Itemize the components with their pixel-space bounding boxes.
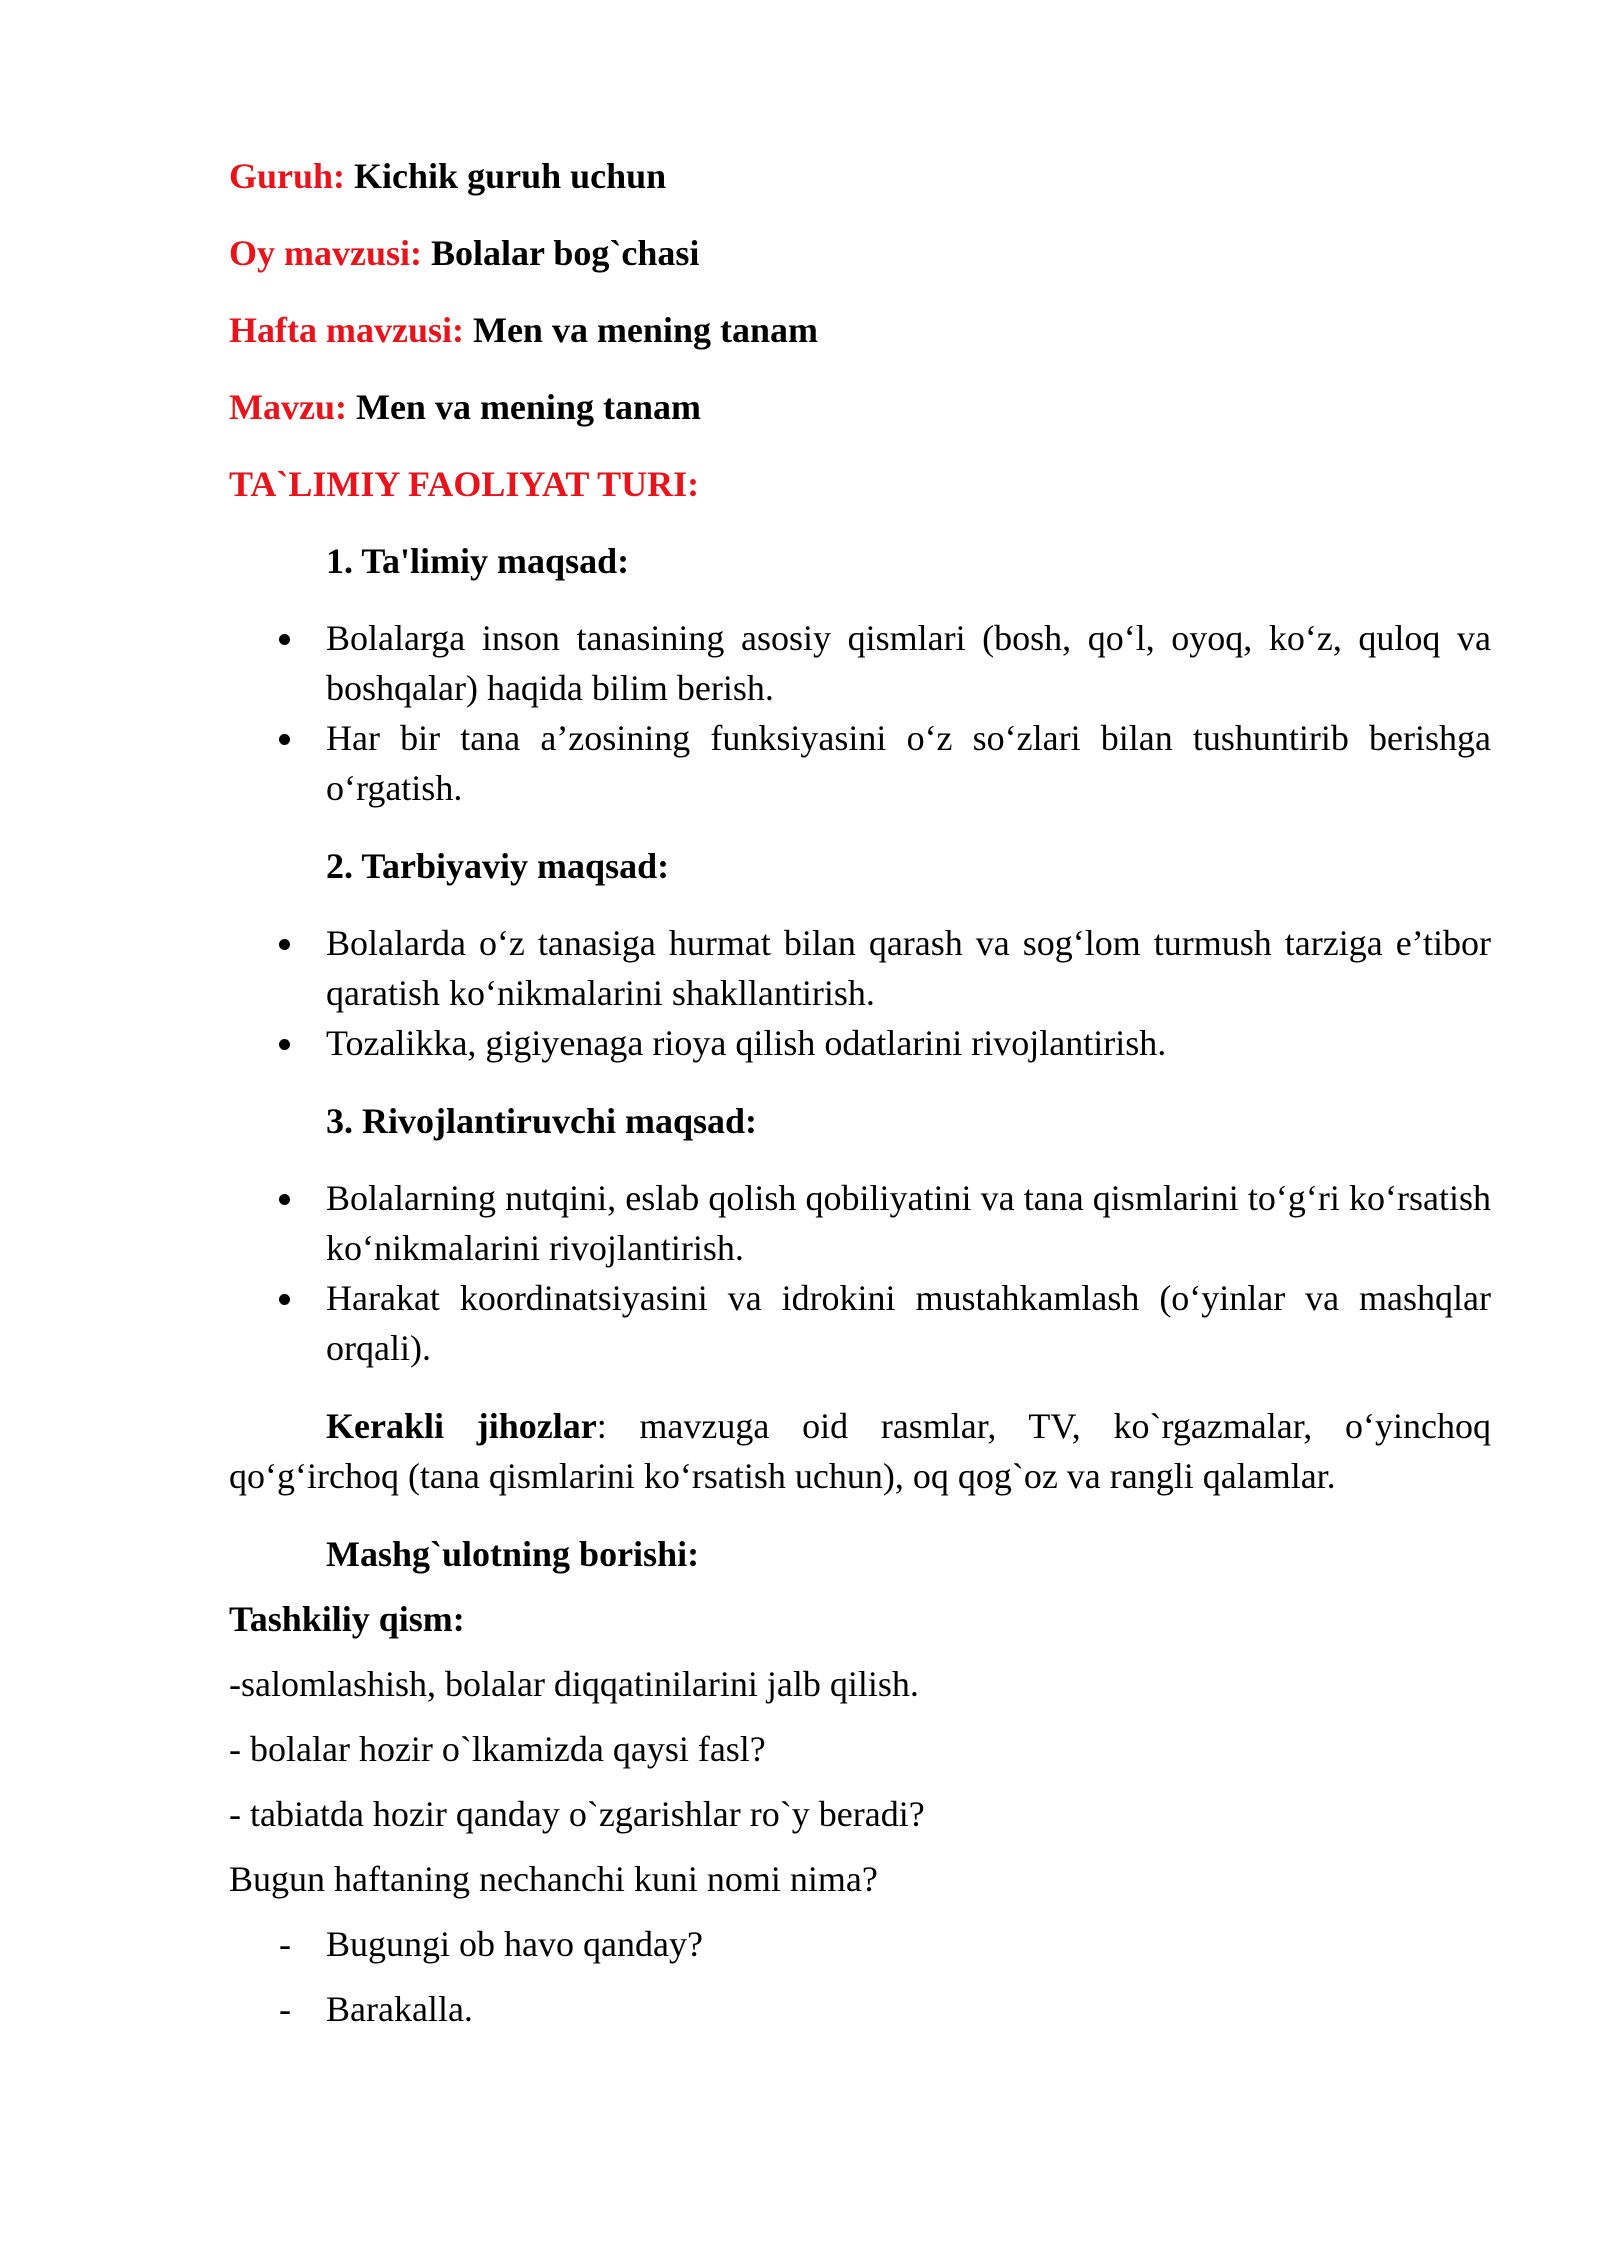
group-value: Kichik guruh uchun xyxy=(345,156,667,196)
week-topic-line xyxy=(229,305,818,355)
educational-goal-list xyxy=(229,613,1491,813)
bullet-icon xyxy=(279,634,290,645)
month-topic-line xyxy=(229,228,699,278)
upbringing-goal-list xyxy=(229,918,1491,1068)
procedure-line: -salomlashish, bolalar diqqatinilarini jalb qilish. xyxy=(229,1664,919,1704)
organizational-part-title: Tashkiliy qism: xyxy=(229,1599,465,1639)
procedure-line: Bugun haftaning nechanchi kuni nomi nima? xyxy=(229,1859,878,1899)
developmental-goal-list xyxy=(229,1173,1491,1373)
equipment-text: : mavzuga oid rasmlar, TV, ko`rgazmalar, o‘yinchoq qo‘g‘irchoq (tana qismlarini ko‘rsatish uchun), oq qog`oz va rangli qalamlar. xyxy=(229,1406,1491,1496)
list-item: Tozalikka, gigiyenaga rioya qilish odatlarini rivojlantirish. xyxy=(229,1018,1491,1068)
topic-value: Men va mening tanam xyxy=(346,387,701,427)
activity-type-heading: TA`LIMIY FAOLIYAT TURI: xyxy=(229,464,700,504)
dash-list-item: - Barakalla. xyxy=(279,1984,473,2034)
developmental-goal-title: 3. Rivojlantiruvchi maqsad: xyxy=(326,1101,758,1141)
group-label: Guruh: xyxy=(229,156,346,196)
bullet-icon xyxy=(279,1194,290,1205)
dash-list-item: - Bugungi ob havo qanday? xyxy=(279,1919,703,1969)
bullet-icon xyxy=(279,939,290,950)
month-topic-label: Oy mavzusi: xyxy=(229,233,422,273)
dash-marker: - xyxy=(279,1989,291,2029)
bullet-icon xyxy=(279,734,290,745)
list-item: Bolalarda o‘z tanasiga hurmat bilan qarash va sog‘lom turmush tarziga e’tibor qaratish ko‘nikmalarini shakllantirish. xyxy=(229,918,1491,1018)
week-topic-label: Hafta mavzusi: xyxy=(229,310,464,350)
list-item: Bolalarning nutqini, eslab qolish qobiliyatini va tana qismlarini to‘g‘ri ko‘rsatish ko‘nikmalarini rivojlantirish. xyxy=(229,1173,1491,1273)
month-topic-value: Bolalar bog`chasi xyxy=(422,233,700,273)
list-item: Harakat koordinatsiyasini va idrokini mustahkamlash (o‘yinlar va mashqlar orqali). xyxy=(229,1273,1491,1373)
list-item: Har bir tana a’zosining funksiyasini o‘z so‘zlari bilan tushuntirib berishga o‘rgatish. xyxy=(229,713,1491,813)
upbringing-goal-title: 2. Tarbiyaviy maqsad: xyxy=(326,846,670,886)
equipment-label: Kerakli jihozlar xyxy=(326,1406,597,1446)
topic-line xyxy=(229,382,701,432)
procedure-line: - tabiatda hozir qanday o`zgarishlar ro`y beradi? xyxy=(229,1794,925,1834)
list-item: Bolalarga inson tanasining asosiy qismlari (bosh, qo‘l, oyoq, ko‘z, quloq va boshqalar) haqida bilim berish. xyxy=(229,613,1491,713)
topic-label: Mavzu: xyxy=(229,387,347,427)
procedure-title: Mashg`ulotning borishi: xyxy=(326,1534,700,1574)
group-line xyxy=(229,151,666,201)
educational-goal-title: 1. Ta'limiy maqsad: xyxy=(326,541,630,581)
bullet-icon xyxy=(279,1039,290,1050)
equipment-paragraph xyxy=(229,1401,1491,1501)
dash-marker: - xyxy=(279,1924,291,1964)
week-topic-value: Men va mening tanam xyxy=(463,310,818,350)
procedure-line: - bolalar hozir o`lkamizda qaysi fasl? xyxy=(229,1729,766,1769)
bullet-icon xyxy=(279,1294,290,1305)
